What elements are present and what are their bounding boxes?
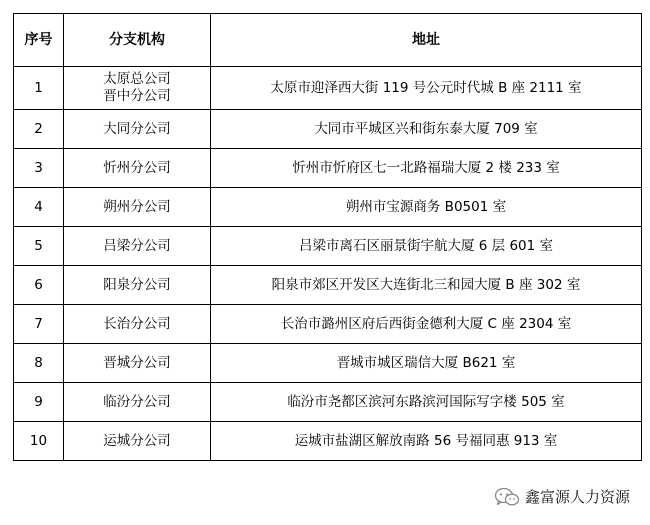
row-branch xyxy=(64,67,211,110)
table-row xyxy=(14,266,642,305)
table-header-row xyxy=(14,14,642,67)
row-address: 吕梁市离石区丽景街宇航大厦 6 层 601 室 xyxy=(211,227,642,266)
row-branch: 朔州分公司 xyxy=(64,188,211,227)
branch-address-table xyxy=(13,13,642,461)
row-address: 阳泉市郊区开发区大连街北三和园大厦 B 座 302 室 xyxy=(211,266,642,305)
account-watermark xyxy=(494,486,630,507)
row-address: 朔州市宝源商务 B0501 室 xyxy=(211,188,642,227)
table-row xyxy=(14,344,642,383)
table-row xyxy=(14,149,642,188)
row-no: 2 xyxy=(14,110,64,149)
header-no: 序号 xyxy=(14,14,64,67)
row-no: 9 xyxy=(14,383,64,422)
row-branch: 阳泉分公司 xyxy=(64,266,211,305)
row-no: 7 xyxy=(14,305,64,344)
row-address: 临汾市尧都区滨河东路滨河国际写字楼 505 室 xyxy=(211,383,642,422)
row-no: 5 xyxy=(14,227,64,266)
table-row xyxy=(14,110,642,149)
row-no: 10 xyxy=(14,422,64,461)
branch-name: 晋中分公司 xyxy=(103,88,171,104)
row-branch: 长治分公司 xyxy=(64,305,211,344)
row-no: 4 xyxy=(14,188,64,227)
table-row xyxy=(14,188,642,227)
row-branch: 晋城分公司 xyxy=(64,344,211,383)
row-branch: 临汾分公司 xyxy=(64,383,211,422)
row-branch: 大同分公司 xyxy=(64,110,211,149)
header-branch: 分支机构 xyxy=(64,14,211,67)
row-no: 3 xyxy=(14,149,64,188)
row-branch: 忻州分公司 xyxy=(64,149,211,188)
row-no: 8 xyxy=(14,344,64,383)
table-row xyxy=(14,422,642,461)
table-row xyxy=(14,67,642,110)
row-address: 长治市潞州区府后西街金德利大厦 C 座 2304 室 xyxy=(211,305,642,344)
row-address: 太原市迎泽西大街 119 号公元时代城 B 座 2111 室 xyxy=(211,67,642,110)
row-address: 忻州市忻府区七一北路福瑞大厦 2 楼 233 室 xyxy=(211,149,642,188)
table-row xyxy=(14,227,642,266)
row-no: 6 xyxy=(14,266,64,305)
branch-name: 太原总公司 xyxy=(103,71,171,87)
watermark-text: 鑫富源人力资源 xyxy=(524,488,630,506)
header-address: 地址 xyxy=(211,14,642,67)
row-branch: 运城分公司 xyxy=(64,422,211,461)
row-branch: 吕梁分公司 xyxy=(64,227,211,266)
table-row xyxy=(14,305,642,344)
row-address: 晋城市城区瑞信大厦 B621 室 xyxy=(211,344,642,383)
table-row xyxy=(14,383,642,422)
wechat-icon xyxy=(494,487,520,507)
row-no: 1 xyxy=(14,67,64,110)
row-address: 大同市平城区兴和街东泰大厦 709 室 xyxy=(211,110,642,149)
row-address: 运城市盐湖区解放南路 56 号福同惠 913 室 xyxy=(211,422,642,461)
